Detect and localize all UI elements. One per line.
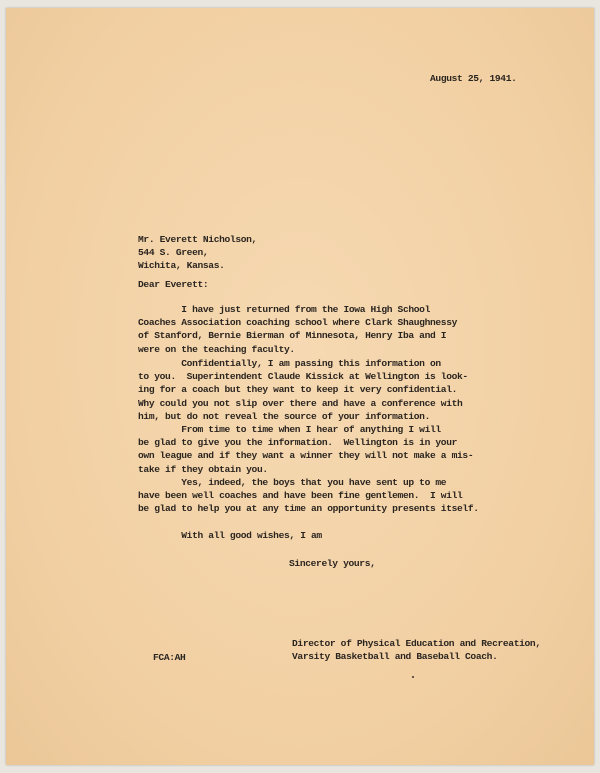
paragraph-1	[138, 303, 528, 356]
paragraph-line: of Stanford, Bernie Bierman of Minnesota, Henry Iba and I	[138, 330, 447, 342]
paragraph-line: were on the teaching faculty.	[138, 343, 295, 355]
paragraph-3	[138, 423, 528, 476]
signature-title	[292, 637, 541, 663]
paragraph-line: Coaches Association coaching school where Clark Shaughnessy	[138, 317, 458, 329]
paragraph-line: own league and if they want a winner they will not make a mis-	[138, 450, 474, 462]
paragraph-line: Confidentially, I am passing this information on	[138, 358, 441, 369]
recipient-address	[138, 233, 257, 273]
closing: Sincerely yours,	[289, 558, 376, 569]
paragraph-line: Yes, indeed, the boys that you have sent up to me	[138, 477, 447, 488]
typist-initials: FCA:AH	[153, 652, 186, 663]
salutation: Dear Everett:	[138, 279, 209, 290]
paper-speck	[412, 676, 414, 678]
paragraph-line: I have just returned from the Iowa High School	[138, 304, 430, 315]
paragraph-line: him, but do not reveal the source of your information.	[138, 410, 430, 422]
paragraph-line: be glad to help you at any time an opportunity presents itself.	[138, 503, 479, 515]
paragraph-line: From time to time when I hear of anything I will	[138, 424, 441, 435]
paragraph-line: have been well coaches and have been fine gentlemen. I will	[138, 490, 463, 502]
paragraph-4	[138, 476, 528, 516]
paragraph-line: Why could you not slip over there and have a conference with	[138, 397, 463, 409]
paragraph-line: take if they obtain you.	[138, 463, 268, 475]
paragraph-line: With all good wishes, I am	[138, 530, 322, 541]
paragraph-5	[138, 529, 528, 542]
signature-title-line: Varsity Basketball and Baseball Coach.	[292, 651, 498, 663]
paragraph-2	[138, 357, 528, 423]
recipient-street: 544 S. Green,	[138, 247, 209, 259]
letter-date: August 25, 1941.	[430, 73, 517, 84]
recipient-city: Wichita, Kansas.	[138, 260, 225, 272]
signature-title-line: Director of Physical Education and Recreation,	[292, 638, 541, 649]
paragraph-line: ing for a coach but they want to keep it very confidential.	[138, 384, 458, 396]
paragraph-line: to you. Superintendent Claude Kissick at Wellington is look-	[138, 371, 468, 383]
recipient-name: Mr. Everett Nicholson,	[138, 234, 257, 245]
letter-page	[6, 8, 594, 765]
paragraph-line: be glad to give you the information. Wellington is in your	[138, 437, 458, 449]
